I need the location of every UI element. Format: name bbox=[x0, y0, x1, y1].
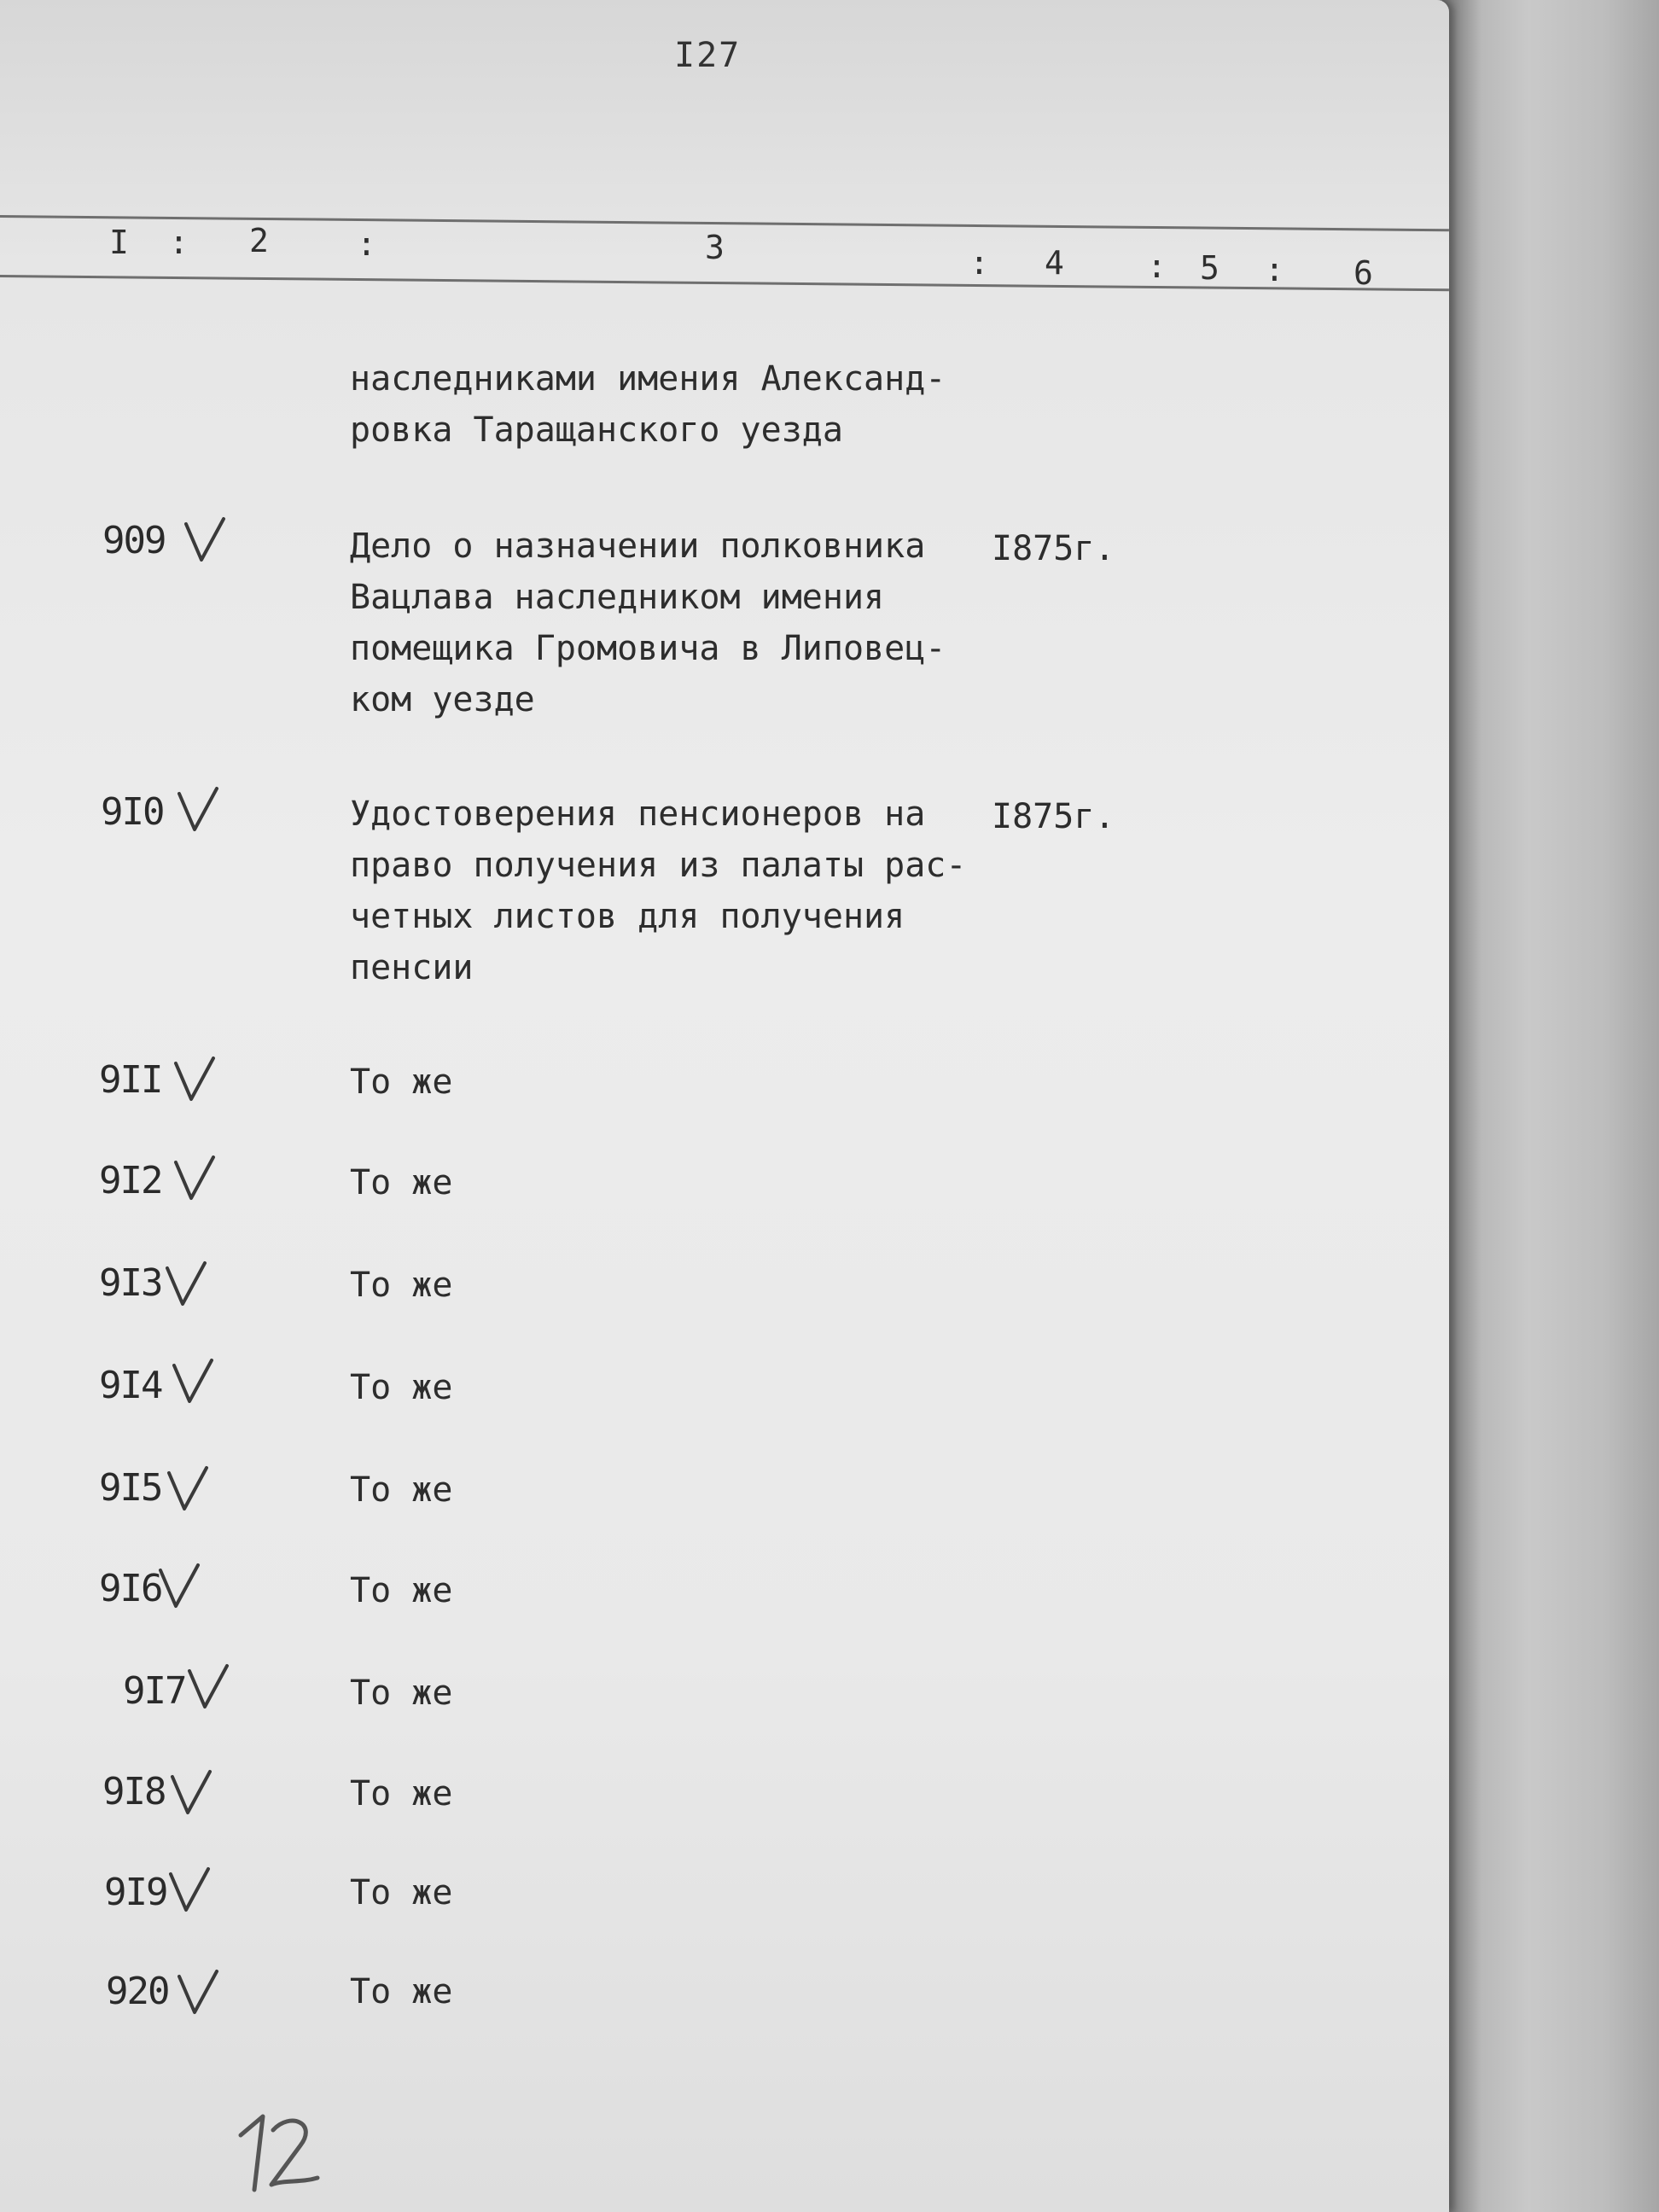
entry-number: 9I6 bbox=[99, 1567, 162, 1610]
entry-description: То же bbox=[350, 1972, 453, 2011]
handwritten-check-icon bbox=[169, 1357, 217, 1408]
entry-description: То же bbox=[350, 1470, 453, 1510]
column-header-6: 6 bbox=[1353, 254, 1373, 292]
table-header-bottom-rule bbox=[0, 275, 1449, 291]
entry-description: Дело о назначении полковника Вацлава наследником имения помещика Громовича в Липовец- ком уезде bbox=[350, 527, 946, 719]
entry-number: 9I4 bbox=[99, 1364, 162, 1407]
entry-description: То же bbox=[350, 1062, 453, 1102]
page-number: I27 bbox=[674, 36, 742, 75]
entry-description: То же bbox=[350, 1674, 453, 1713]
entry-description: То же bbox=[350, 1368, 453, 1407]
column-header-2: 2 bbox=[249, 222, 269, 259]
column-header-1: I bbox=[109, 224, 129, 261]
binder-edge bbox=[1442, 0, 1659, 2212]
handwritten-check-icon bbox=[166, 1866, 213, 1917]
column-header-5: 5 bbox=[1200, 249, 1220, 287]
entry-description: То же bbox=[350, 1163, 453, 1202]
handwritten-check-icon bbox=[181, 515, 229, 567]
entry-number: 9I8 bbox=[102, 1770, 166, 1813]
entry-number: 920 bbox=[106, 1970, 169, 2013]
entry-number: 9I2 bbox=[99, 1159, 162, 1202]
column-header-3: 3 bbox=[705, 229, 725, 266]
handwritten-check-icon bbox=[164, 1464, 212, 1516]
entry-date: I875г. bbox=[992, 797, 1115, 836]
entry-number: 9I0 bbox=[101, 790, 164, 834]
column-separator: : bbox=[169, 224, 189, 261]
column-separator: : bbox=[969, 244, 989, 282]
handwritten-check-icon bbox=[174, 785, 222, 836]
entry-number: 9I5 bbox=[99, 1466, 162, 1510]
entry-description: То же bbox=[350, 1774, 453, 1813]
entry-description: То же bbox=[350, 1266, 453, 1305]
column-separator: : bbox=[1147, 247, 1167, 285]
handwritten-check-icon bbox=[171, 1154, 218, 1205]
entry-description: Удостоверения пенсионеров на право получения из палаты рас- четных листов для получения пенсии bbox=[350, 795, 967, 987]
continuation-text: наследниками имения Александ- ровка Таращанского уезда bbox=[350, 359, 946, 450]
column-header-4: 4 bbox=[1045, 244, 1064, 282]
handwritten-check-icon bbox=[184, 1662, 232, 1714]
entry-date: I875г. bbox=[992, 529, 1115, 568]
handwritten-check-icon bbox=[155, 1562, 203, 1613]
handwritten-check-icon bbox=[162, 1260, 210, 1311]
entry-number: 9I9 bbox=[104, 1871, 167, 1914]
handwritten-check-icon bbox=[167, 1768, 215, 1819]
column-separator: : bbox=[357, 225, 376, 263]
table-header-top-rule bbox=[0, 215, 1449, 231]
entry-number: 9I7 bbox=[123, 1669, 186, 1713]
column-separator: : bbox=[1265, 251, 1284, 288]
entry-description: То же bbox=[350, 1873, 453, 1912]
entry-number: 909 bbox=[102, 519, 166, 562]
entry-description: То же bbox=[350, 1571, 453, 1610]
handwritten-check-icon bbox=[171, 1055, 218, 1106]
handwritten-check-icon bbox=[174, 1968, 222, 2019]
entry-number: 9II bbox=[99, 1058, 162, 1102]
entry-number: 9I3 bbox=[99, 1261, 162, 1305]
handwritten-sheet-count bbox=[229, 2106, 323, 2200]
